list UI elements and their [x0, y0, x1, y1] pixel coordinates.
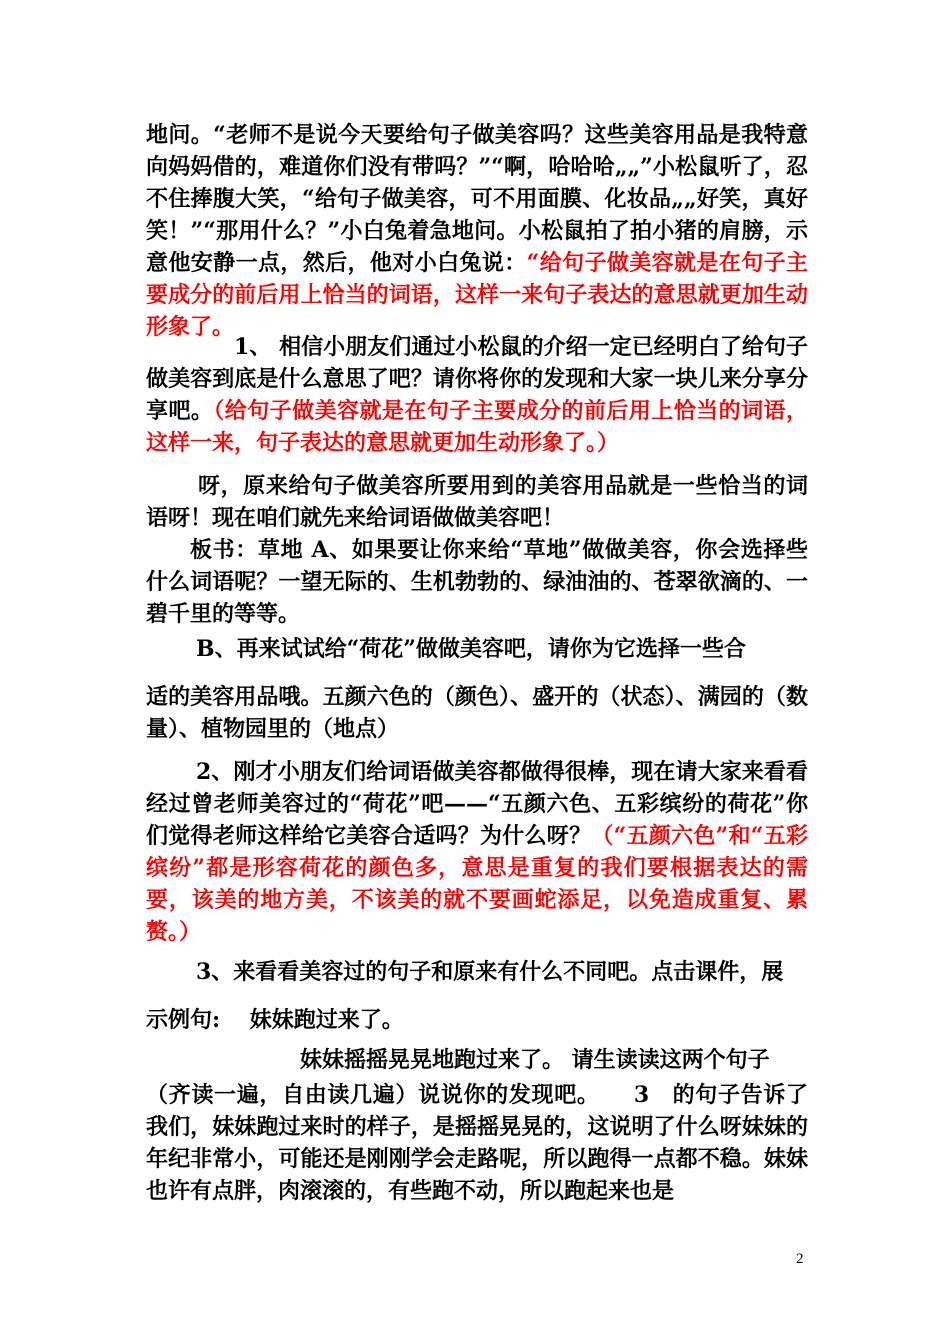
question-3-line-1: 3、来看看美容过的句子和原来有什么不同吧。点击课件，展 — [196, 959, 784, 985]
grass-text: 板书：草地 A、如果要让你来给“草地”做做美容，你会选择些什么词语呢？一望无际的、生机勃勃的、绿油油的、苍翠欲滴的、一碧千里的等等。 — [146, 537, 808, 627]
transition-text: 呀，原来给句子做美容所要用到的美容用品就是一些恰当的词语呀！现在咱们就先来给词语做做美容吧！ — [146, 473, 808, 531]
paragraph-lotus — [146, 681, 808, 745]
paragraph-example — [146, 1079, 808, 1207]
story-definition-red: “给句子做美容就是在句子主要成分的前后用上恰当的词语，这样一来句子表达的意思就更加生动形象了。 — [146, 250, 808, 340]
paragraph-grass — [146, 534, 808, 630]
page-number: 2 — [796, 1251, 804, 1267]
question-1-text: 1、 相信小朋友们通过小松鼠的介绍一定已经明白了给句子做美容到底是什么意思了吧？请你将你的发现和大家一块儿来分享分享吧。 — [146, 334, 808, 424]
question-2-text: 2、刚才小朋友们给词语做美容都做得很棒，现在请大家来看看经过曾老师美容过的“荷花”吧——“五颜六色、五彩缤纷的荷花”你们觉得老师这样给它美容合适吗？为什么呀？ — [146, 759, 808, 849]
story-text: 地问。“老师不是说今天要给句子做美容吗？这些美容用品是我特意向妈妈借的，难道你们没有带吗？”“啊，哈哈哈„„”小松鼠听了，忍不住捧腹大笑，“给句子做美容，可不用面膜、化妆品„„好笑，真好笑！”“那用什么？”小白兔着急地问。小松鼠拍了拍小猪的肩膀，示意他安静一点，然后，他对小白兔说： — [146, 122, 808, 276]
paragraph-transition — [146, 470, 808, 534]
question-2-answer-red: （“五颜六色”和“五彩缤纷”都是形容荷花的颜色多，意思是重复的我们要根据表达的需要，该美的地方美，不该美的就不要画蛇添足，以免造成重复、累赘。） — [146, 823, 808, 945]
example-line-1: 妹妹摇摇晃晃地跑过来了。 请生读读这两个句子 — [300, 1047, 770, 1073]
question-1-answer-red: （给句子做美容就是在句子主要成分的前后用上恰当的词语，这样一来，句子表达的意思就更加生动形象了。） — [146, 398, 808, 456]
example-text: （齐读一遍，自由读几遍）说说你的发现吧。 3 的句子告诉了我们，妹妹跑过来时的样子，是摇摇晃晃的，这说明了什么呀妹妹的年纪非常小，可能还是刚刚学会走路呢，所以跑得一点都不稳。妹妹也许有点胖，肉滚滚的，有些跑不动，所以跑起来也是 — [146, 1082, 808, 1204]
lotus-text: 适的美容用品哦。五颜六色的（颜色）、盛开的（状态）、满园的（数量）、植物园里的（地点） — [146, 684, 808, 742]
paragraph-question-1 — [146, 331, 808, 459]
question-3-line-2: 示例句: 妹妹跑过来了。 — [146, 1007, 404, 1033]
paragraph-story — [146, 119, 808, 343]
lotus-line-1: B、再来试试给“荷花”做做美容吧，请你为它选择一些合 — [196, 636, 746, 662]
paragraph-question-2 — [146, 756, 808, 948]
